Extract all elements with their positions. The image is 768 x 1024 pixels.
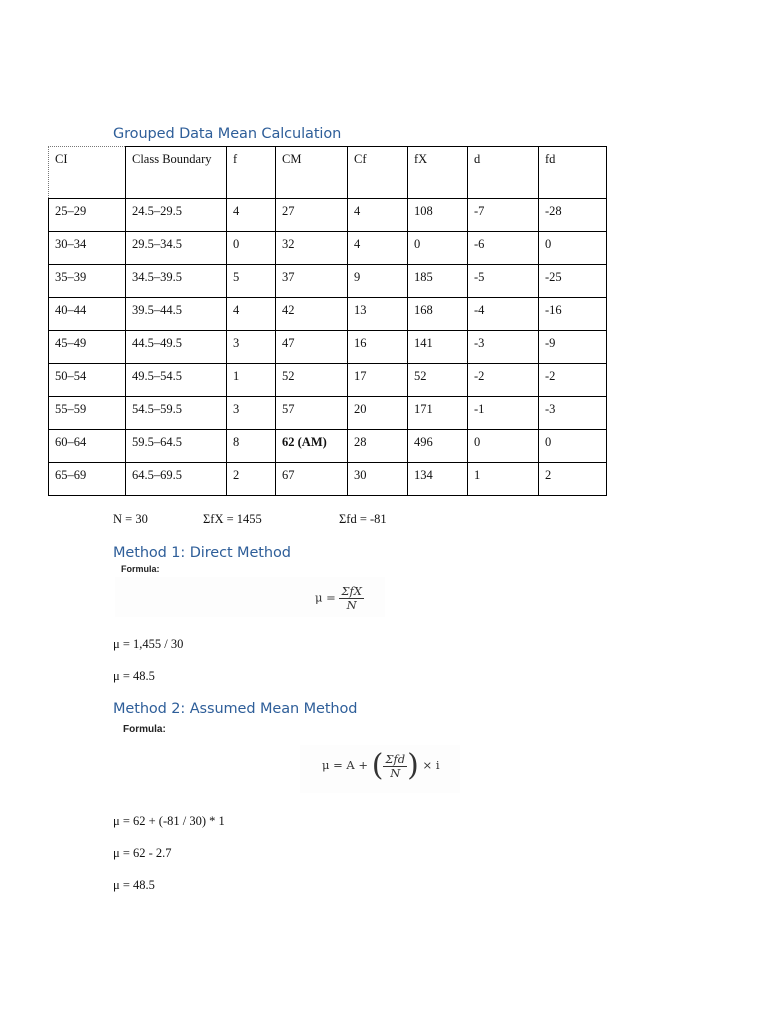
table-cell: 42: [276, 298, 348, 331]
table-cell: -6: [468, 232, 539, 265]
table-header-cell: CI: [49, 147, 126, 199]
table-row: [49, 232, 607, 265]
table-cell: 37: [276, 265, 348, 298]
table-cell: 60–64: [49, 430, 126, 463]
table-cell: 52: [276, 364, 348, 397]
page-title: Grouped Data Mean Calculation: [113, 126, 342, 142]
table-cell: 49.5–54.5: [126, 364, 227, 397]
table-cell: 39.5–44.5: [126, 298, 227, 331]
table-cell: 24.5–29.5: [126, 199, 227, 232]
table-cell: -3: [539, 397, 607, 430]
table-row: [49, 463, 607, 496]
table-cell: 59.5–64.5: [126, 430, 227, 463]
table-cell: 16: [348, 331, 408, 364]
table-cell: 13: [348, 298, 408, 331]
table-cell: 4: [227, 199, 276, 232]
method2-step-3: μ = 48.5: [113, 878, 155, 892]
table-cell: -5: [468, 265, 539, 298]
table-cell: 1: [227, 364, 276, 397]
table-cell: 67: [276, 463, 348, 496]
table-row: [49, 199, 607, 232]
table-cell: -28: [539, 199, 607, 232]
table-cell: 141: [408, 331, 468, 364]
table-cell: 25–29: [49, 199, 126, 232]
table-cell: 32: [276, 232, 348, 265]
table-cell: 0: [539, 232, 607, 265]
method2-step-1: μ = 62 + (-81 / 30) * 1: [113, 814, 225, 828]
data-table: [48, 146, 607, 496]
table-row: [49, 397, 607, 430]
table-cell: 27: [276, 199, 348, 232]
table-cell: -1: [468, 397, 539, 430]
method1-formula-label: Formula:: [121, 564, 160, 574]
method1-heading: Method 1: Direct Method: [113, 545, 291, 561]
table-row: [49, 298, 607, 331]
table-header-cell: Cf: [348, 147, 408, 199]
table-cell: 0: [227, 232, 276, 265]
table-cell: 47: [276, 331, 348, 364]
table-cell: 134: [408, 463, 468, 496]
table-cell: 64.5–69.5: [126, 463, 227, 496]
method1-step-1: μ = 1,455 / 30: [113, 637, 184, 651]
table-cell: -3: [468, 331, 539, 364]
table-cell: 4: [227, 298, 276, 331]
table-row: [49, 364, 607, 397]
table-cell: 185: [408, 265, 468, 298]
table-header-cell: fX: [408, 147, 468, 199]
table-cell: -25: [539, 265, 607, 298]
table-cell: 168: [408, 298, 468, 331]
table-cell: 5: [227, 265, 276, 298]
n-total: N = 30: [113, 512, 148, 526]
table-cell: 3: [227, 331, 276, 364]
table-header-cell: d: [468, 147, 539, 199]
table-cell: 0: [468, 430, 539, 463]
table-cell: -4: [468, 298, 539, 331]
table-header-cell: CM: [276, 147, 348, 199]
table-cell: 29.5–34.5: [126, 232, 227, 265]
table-row: [49, 430, 607, 463]
table-cell: 40–44: [49, 298, 126, 331]
table-cell: 30: [348, 463, 408, 496]
table-row: [49, 265, 607, 298]
table-cell: 1: [468, 463, 539, 496]
table-cell: 108: [408, 199, 468, 232]
table-cell: 8: [227, 430, 276, 463]
table-cell: -2: [468, 364, 539, 397]
method2-step-2: μ = 62 - 2.7: [113, 846, 172, 860]
table-cell: 4: [348, 199, 408, 232]
table-cell: 45–49: [49, 331, 126, 364]
table-cell: 0: [408, 232, 468, 265]
table-cell: 9: [348, 265, 408, 298]
table-cell: 44.5–49.5: [126, 331, 227, 364]
table-cell: 35–39: [49, 265, 126, 298]
table-cell: 65–69: [49, 463, 126, 496]
table-cell: 54.5–59.5: [126, 397, 227, 430]
table-header-row: [49, 147, 607, 199]
method2-formula-label: Formula:: [123, 724, 166, 735]
table-cell: 52: [408, 364, 468, 397]
table-cell: 2: [539, 463, 607, 496]
table-cell: 50–54: [49, 364, 126, 397]
table-cell: -9: [539, 331, 607, 364]
method1-formula: μ = $\frac{\text{ΣfX}}{N}$: [115, 577, 385, 617]
table-cell: 2: [227, 463, 276, 496]
table-cell: 171: [408, 397, 468, 430]
table-cell: 57: [276, 397, 348, 430]
table-cell: 34.5–39.5: [126, 265, 227, 298]
table-cell: 3: [227, 397, 276, 430]
table-cell: -7: [468, 199, 539, 232]
sum-fd: Σfd = -81: [339, 512, 387, 526]
method2-heading: Method 2: Assumed Mean Method: [113, 701, 358, 717]
table-row: [49, 331, 607, 364]
table-header-cell: Class Boundary: [126, 147, 227, 199]
table-cell: 62 (AM): [276, 430, 348, 463]
method1-step-2: μ = 48.5: [113, 669, 155, 683]
table-cell: 496: [408, 430, 468, 463]
table-cell: -2: [539, 364, 607, 397]
table-cell: -16: [539, 298, 607, 331]
table-cell: 30–34: [49, 232, 126, 265]
table-cell: 0: [539, 430, 607, 463]
table-cell: 17: [348, 364, 408, 397]
table-cell: 20: [348, 397, 408, 430]
sum-fx: ΣfX = 1455: [203, 512, 262, 526]
table-cell: 4: [348, 232, 408, 265]
table-cell: 28: [348, 430, 408, 463]
table-header-cell: fd: [539, 147, 607, 199]
table-cell: 55–59: [49, 397, 126, 430]
method2-formula: μ = A + ( $\frac{\text{Σfd}}{N}$ ) × i: [300, 745, 460, 793]
table-header-cell: f: [227, 147, 276, 199]
